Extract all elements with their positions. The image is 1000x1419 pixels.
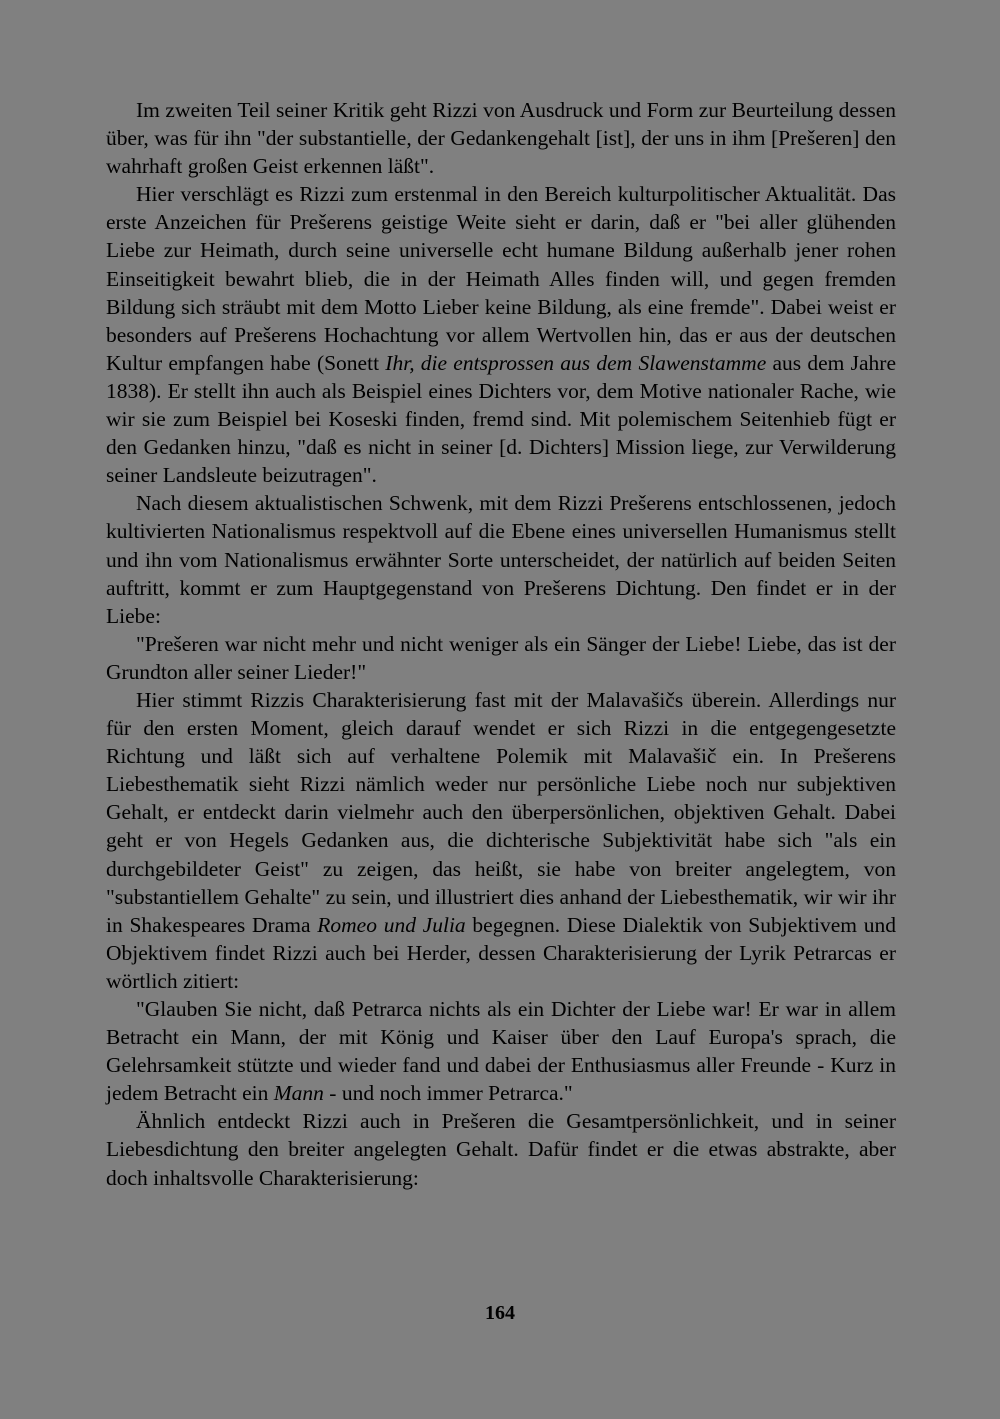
italic-title: Mann: [273, 1081, 324, 1106]
block-quote: [106, 630, 896, 686]
text-segment: aus dem Jahre 1838). Er stellt ihn auch als Beispiel eines Dichters vor, dem Motive nationaler Rache, wie wir sie zum Beispiel bei Koseski finden, fremd sind. Mit polemischem Seitenhieb fügt er den Gedanken hinzu, "daß es nicht in seiner [d. Dichters] Mission liege, zur Verwilderung seiner Landsleute beizutragen".: [106, 350, 896, 488]
text-segment: - und noch immer Petrarca.": [323, 1081, 573, 1106]
paragraph: [106, 686, 896, 995]
text-segment: begegnen. Diese Dialektik von Subjektivem und Objektivem findet Rizzi auch bei Herder, dessen Charakterisierung der Lyrik Petrarcas er wörtlich zitiert:: [106, 912, 896, 993]
block-quote: [106, 995, 896, 1107]
text-segment: "Prešeren war nicht mehr und nicht weniger als ein Sänger der Liebe! Liebe, das ist der Grundton aller seiner Lieder!": [106, 631, 896, 684]
paragraph: [106, 96, 896, 180]
text-segment: Ähnlich entdeckt Rizzi auch in Prešeren die Gesamtpersönlichkeit, und in seiner Liebesdichtung den breiter angelegten Gehalt. Dafür findet er die etwas abstrakte, aber doch inhaltsvolle Charakterisierung:: [106, 1109, 896, 1190]
page-number: 164: [485, 1302, 515, 1324]
text-segment: Hier stimmt Rizzis Charakterisierung fast mit der Malavašičs überein. Allerdings nur für den ersten Moment, gleich darauf wendet er sich Rizzi in die entgegengesetzte Richtung und läßt sich auf verhaltene Polemik mit Malavašič ein. In Prešerens Liebesthematik sieht Rizzi nämlich weder nur persönliche Liebe noch nur subjektiven Gehalt, er entdeckt darin vielmehr auch den überpersönlichen, objektiven Gehalt. Dabei geht er von Hegels Gedanken aus, die dichterische Subjektivität habe sich "als ein durchgebildeter Geist" zu zeigen, das heißt, sie habe von breiter angelegtem, von "substantiellem Gehalte" zu sein, und illustriert dies anhand der Liebesthematik, wir wir ihr in Shakespeares Drama: [106, 687, 896, 937]
paragraph: [106, 1107, 896, 1191]
text-segment: Nach diesem aktualistischen Schwenk, mit dem Rizzi Prešerens entschlossenen, jedoch kultivierten Nationalismus respektvoll auf die Ebene eines universellen Humanismus stellt und ihn vom Nationalismus erwähnter Sorte unterscheidet, der natürlich auf beiden Seiten auftritt, kommt er zum Hauptgegenstand von Prešerens Dichtung. Den findet er in der Liebe:: [106, 491, 896, 628]
text-segment: Hier verschlägt es Rizzi zum erstenmal in den Bereich kulturpolitischer Aktualität. Das erste Anzeichen für Prešerens geistige Weite sieht er darin, daß er "bei aller glühenden Liebe zur Heimath, durch seine universelle echt humane Bildung außerhalb jener rohen Einseitigkeit bewahrt blieb, die in der Heimath Alles finden will, und gegen fremden Bildung sich sträubt mit dem Motto Lieber keine Bildung, als eine fremde". Dabei weist er besonders auf Prešerens Hochachtung vor allem Wertvollen hin, das er aus der deutschen Kultur empfangen habe (Sonett: [106, 182, 896, 375]
body-text: [106, 96, 896, 1192]
paragraph: [106, 489, 896, 629]
italic-title: Romeo und Julia: [317, 912, 466, 937]
text-segment: Im zweiten Teil seiner Kritik geht Rizzi von Ausdruck und Form zur Beurteilung dessen über, was für ihn "der substantielle, der Gedankengehalt [ist], der uns in ihm [Prešeren] den wahrhaft großen Geist erkennen läßt".: [106, 98, 896, 179]
text-segment: "Glauben Sie nicht, daß Petrarca nichts als ein Dichter der Liebe war! Er war in allem Betracht ein Mann, der mit König und Kaiser über den Lauf Europa's sprach, die Gelehrsamkeit stützte und wieder fand und dabei der Enthusiasmus aller Freunde - Kurz in jedem Betracht ein: [106, 997, 896, 1106]
italic-title: Ihr, die entsprossen aus dem Slawenstamme: [385, 350, 767, 375]
paragraph: [106, 180, 896, 489]
